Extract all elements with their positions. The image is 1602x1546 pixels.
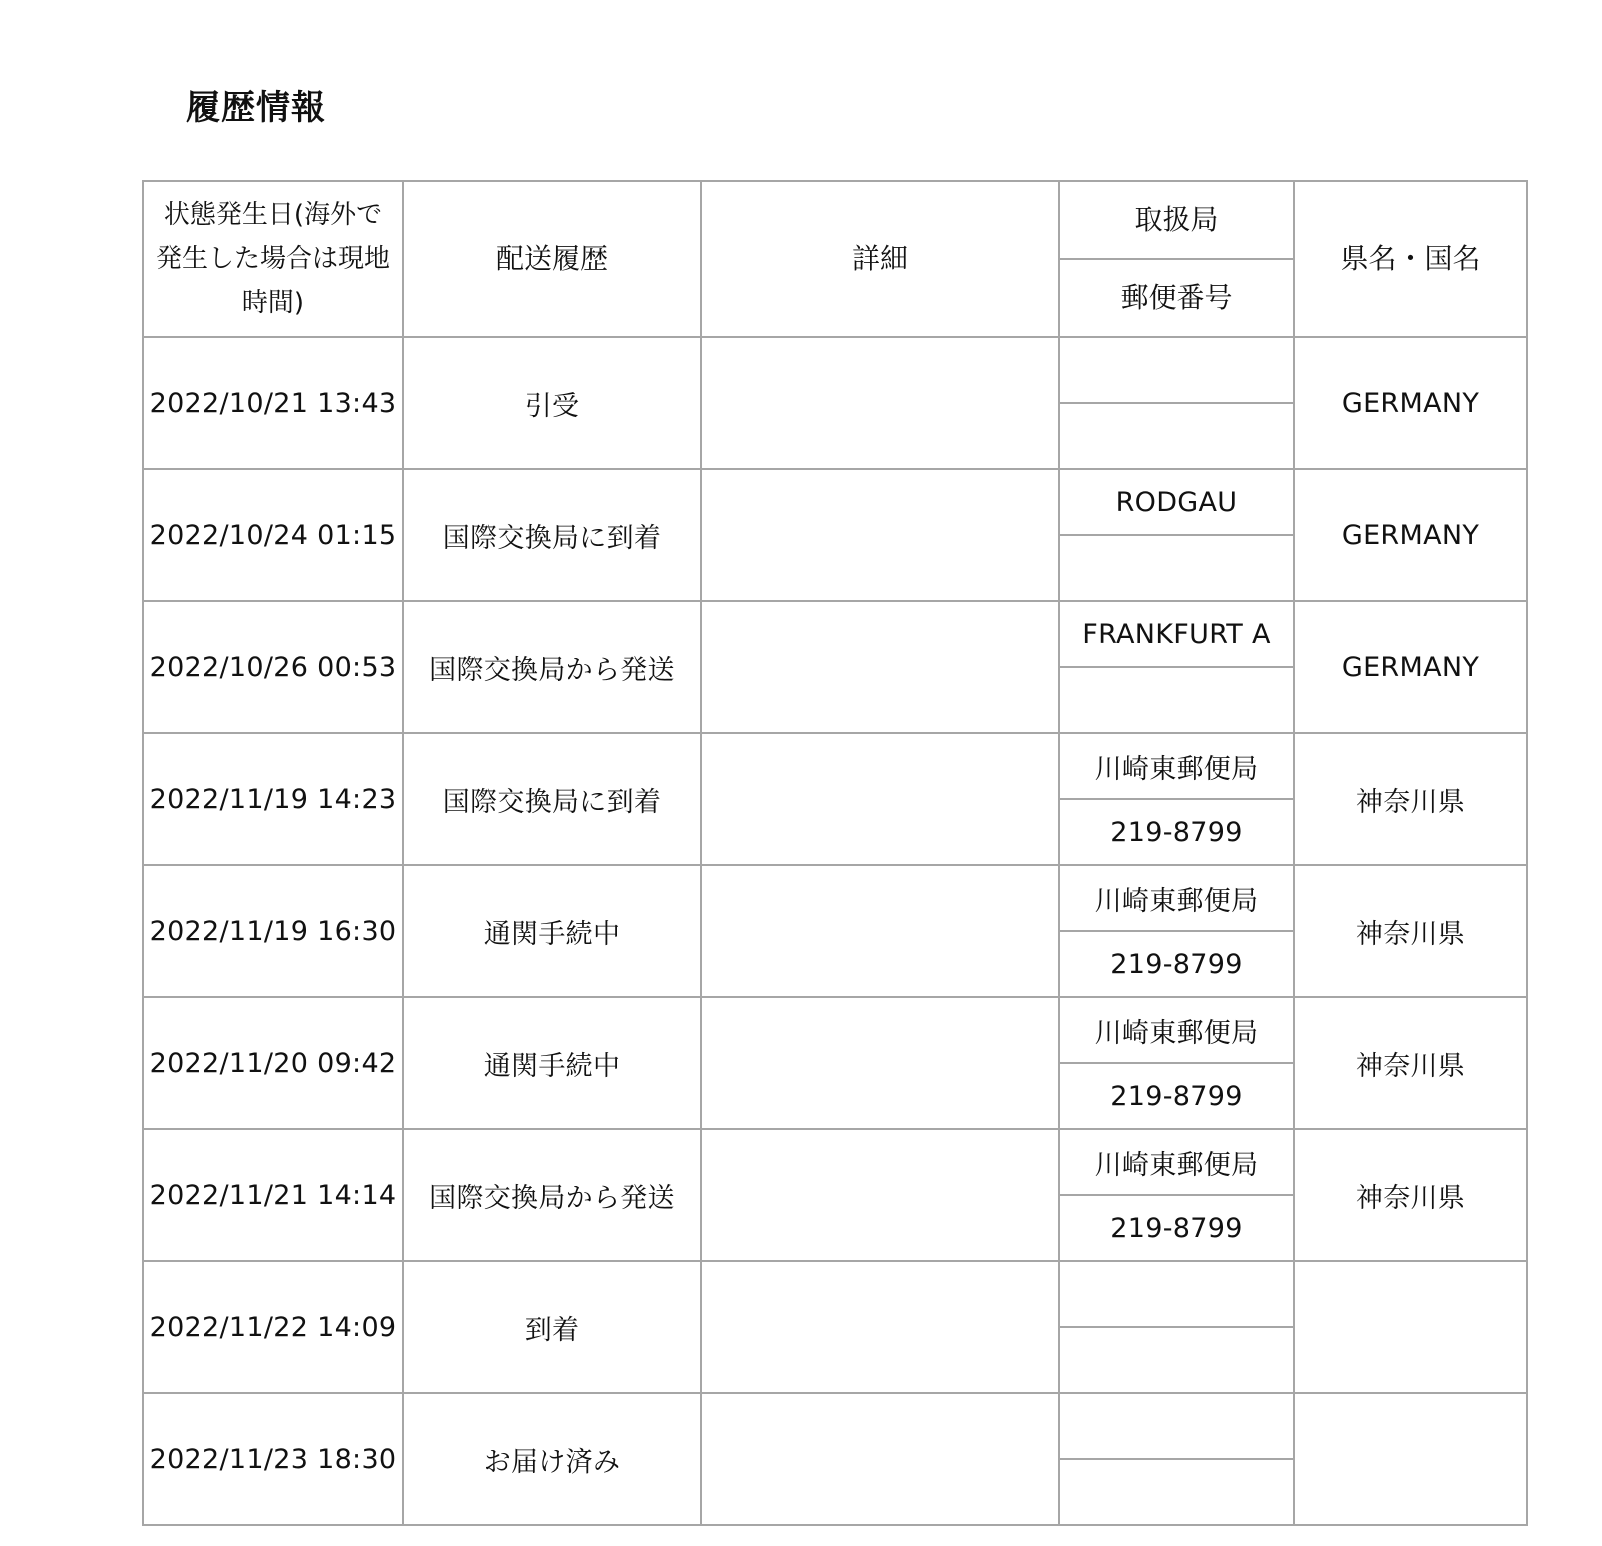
column-header-history: 配送履歴 (403, 181, 701, 337)
detail-cell (701, 1129, 1059, 1261)
region-cell-text: 神奈川県 (1355, 918, 1466, 950)
date-cell (143, 1393, 403, 1525)
region-cell-text: 神奈川県 (1355, 1182, 1466, 1214)
detail-cell (701, 337, 1059, 469)
date-cell-text: 2022/11/19 14:23 (149, 783, 397, 815)
table-row (143, 337, 1527, 403)
table-row (143, 469, 1527, 535)
table-row (143, 1129, 1527, 1195)
date-cell (143, 1261, 403, 1393)
office-cell (1059, 733, 1294, 799)
column-header-detail: 詳細 (701, 181, 1059, 337)
office-cell-text: 川崎東郵便局 (1094, 1017, 1259, 1049)
date-cell (143, 469, 403, 601)
column-header-office: 取扱局 (1059, 181, 1294, 259)
region-cell-text: GERMANY (1341, 387, 1480, 419)
zip-cell (1059, 1327, 1294, 1393)
table-row (143, 1261, 1527, 1327)
zip-cell-text: 219-8799 (1110, 1212, 1243, 1244)
office-cell-text: FRANKFURT A (1082, 618, 1271, 650)
zip-cell-text: 219-8799 (1110, 816, 1243, 848)
history-cell (403, 997, 701, 1129)
office-cell (1059, 1393, 1294, 1459)
table-row (143, 997, 1527, 1063)
date-cell (143, 997, 403, 1129)
history-cell-text: 引受 (524, 390, 580, 422)
detail-cell (701, 1393, 1059, 1525)
date-cell-text: 2022/11/23 18:30 (149, 1443, 397, 1475)
zip-cell (1059, 799, 1294, 865)
history-cell (403, 469, 701, 601)
office-cell-text: RODGAU (1115, 486, 1238, 518)
zip-cell (1059, 931, 1294, 997)
page-title: 履歴情報 (186, 88, 326, 128)
detail-cell (701, 1261, 1059, 1393)
zip-cell (1059, 1063, 1294, 1129)
table-row (143, 865, 1527, 931)
date-cell (143, 733, 403, 865)
history-cell-text: お届け済み (483, 1446, 621, 1478)
office-cell-text: 川崎東郵便局 (1094, 1149, 1259, 1181)
zip-cell (1059, 535, 1294, 601)
office-cell (1059, 337, 1294, 403)
office-cell (1059, 601, 1294, 667)
detail-cell (701, 733, 1059, 865)
region-cell (1294, 1261, 1527, 1393)
history-cell-text: 到着 (524, 1314, 580, 1346)
history-cell (403, 733, 701, 865)
history-cell-text: 国際交換局から発送 (429, 1182, 675, 1214)
region-cell (1294, 865, 1527, 997)
zip-cell (1059, 1195, 1294, 1261)
date-cell (143, 337, 403, 469)
office-cell (1059, 1261, 1294, 1327)
detail-cell (701, 469, 1059, 601)
detail-cell (701, 865, 1059, 997)
region-cell-text: 神奈川県 (1355, 1050, 1466, 1082)
detail-cell (701, 997, 1059, 1129)
history-cell (403, 1393, 701, 1525)
region-cell-text: 神奈川県 (1355, 786, 1466, 818)
table-row (143, 733, 1527, 799)
office-cell-text: 川崎東郵便局 (1094, 885, 1259, 917)
history-cell (403, 865, 701, 997)
office-cell-text: 川崎東郵便局 (1094, 753, 1259, 785)
region-cell (1294, 733, 1527, 865)
detail-cell (701, 601, 1059, 733)
zip-cell (1059, 403, 1294, 469)
region-cell (1294, 601, 1527, 733)
region-cell (1294, 469, 1527, 601)
table-row (143, 601, 1527, 667)
table-header (143, 181, 1527, 337)
date-cell-text: 2022/10/21 13:43 (149, 387, 397, 419)
zip-cell (1059, 1459, 1294, 1525)
history-cell-text: 通関手続中 (483, 918, 621, 950)
region-cell-text: GERMANY (1341, 651, 1480, 683)
date-cell-text: 2022/11/19 16:30 (149, 915, 397, 947)
table-body (143, 337, 1527, 1525)
region-cell (1294, 997, 1527, 1129)
office-cell (1059, 1129, 1294, 1195)
history-cell (403, 1129, 701, 1261)
column-header-zip: 郵便番号 (1059, 259, 1294, 337)
zip-cell (1059, 667, 1294, 733)
column-header-region: 県名・国名 (1294, 181, 1527, 337)
region-cell (1294, 337, 1527, 469)
date-cell-text: 2022/10/26 00:53 (149, 651, 397, 683)
date-cell (143, 1129, 403, 1261)
column-header-date: 状態発生日(海外で発生した場合は現地時間) (143, 181, 403, 337)
date-cell-text: 2022/10/24 01:15 (149, 519, 397, 551)
office-cell (1059, 865, 1294, 931)
date-cell (143, 601, 403, 733)
history-cell-text: 国際交換局に到着 (442, 522, 662, 554)
date-cell (143, 865, 403, 997)
date-cell-text: 2022/11/20 09:42 (149, 1047, 397, 1079)
region-cell (1294, 1393, 1527, 1525)
history-cell (403, 1261, 701, 1393)
office-cell (1059, 997, 1294, 1063)
history-cell (403, 601, 701, 733)
region-cell (1294, 1129, 1527, 1261)
region-cell-text: GERMANY (1341, 519, 1480, 551)
history-table (142, 180, 1528, 1526)
history-cell (403, 337, 701, 469)
history-cell-text: 国際交換局から発送 (429, 654, 675, 686)
zip-cell-text: 219-8799 (1110, 948, 1243, 980)
history-cell-text: 国際交換局に到着 (442, 786, 662, 818)
table-row (143, 1393, 1527, 1459)
history-cell-text: 通関手続中 (483, 1050, 621, 1082)
date-cell-text: 2022/11/21 14:14 (149, 1179, 397, 1211)
date-cell-text: 2022/11/22 14:09 (149, 1311, 397, 1343)
office-cell (1059, 469, 1294, 535)
zip-cell-text: 219-8799 (1110, 1080, 1243, 1112)
